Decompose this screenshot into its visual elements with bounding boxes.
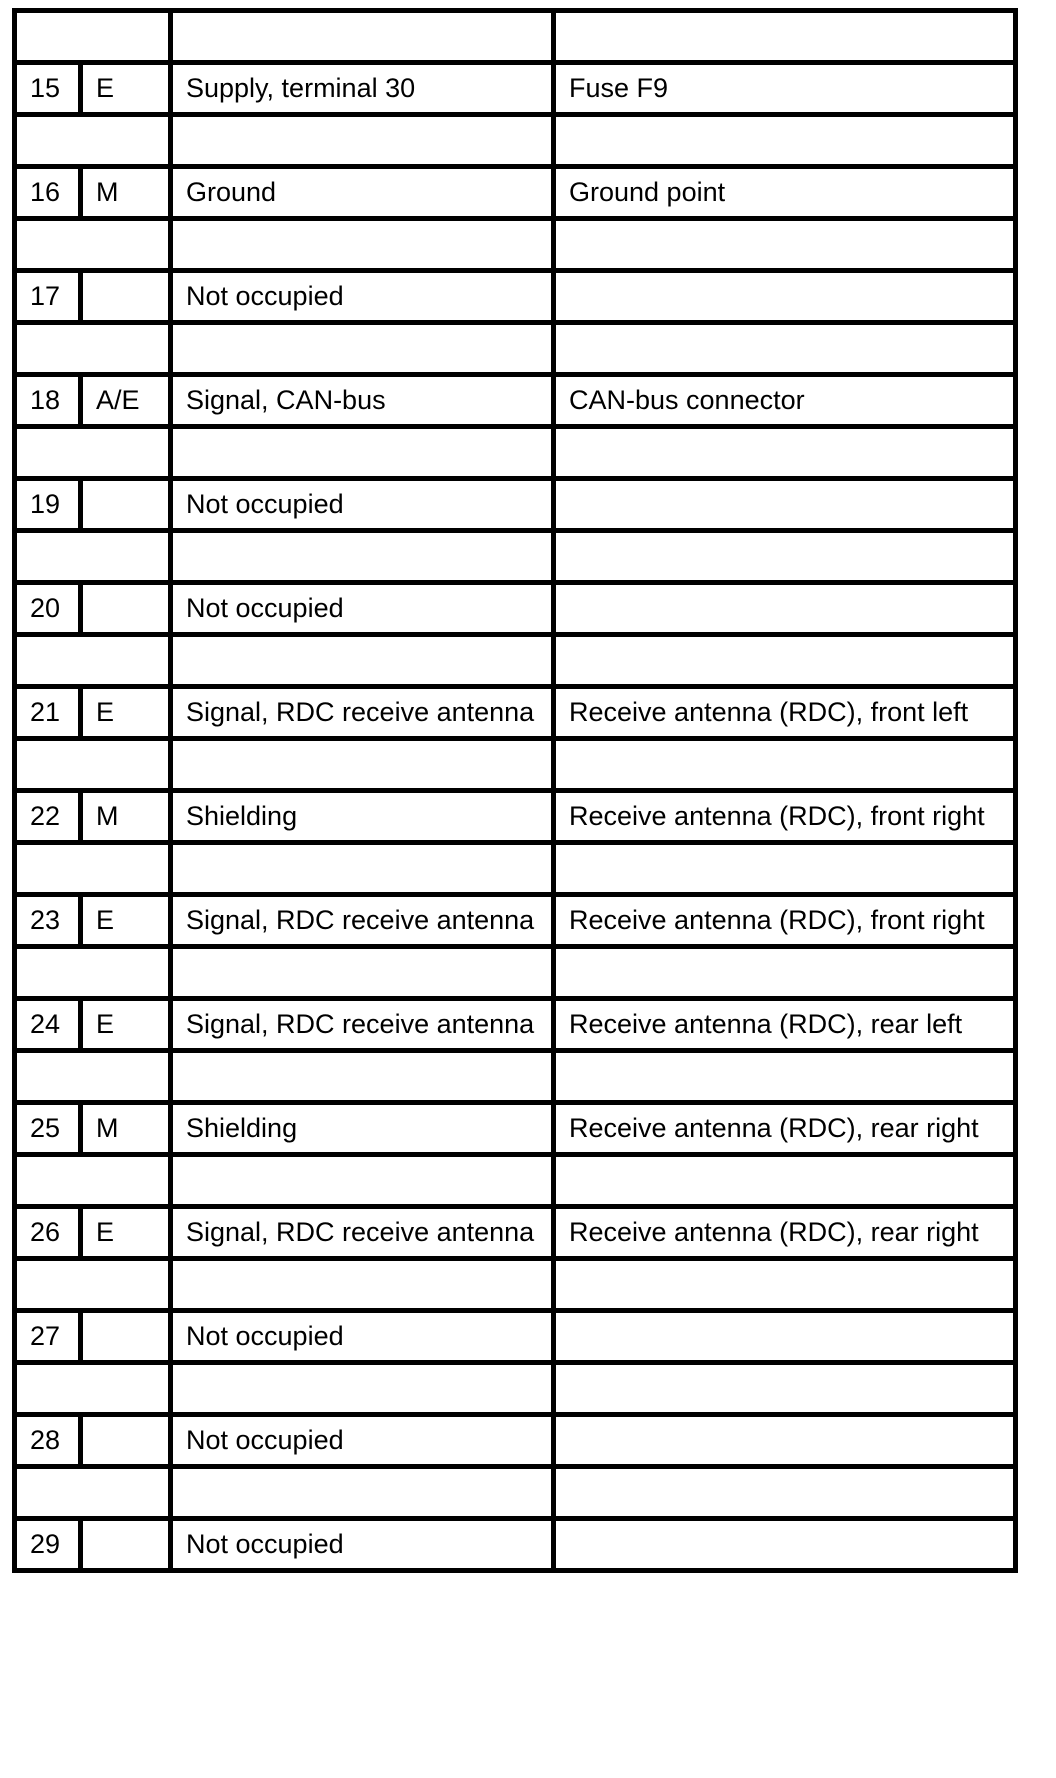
signal-cell: Not occupied: [171, 1519, 554, 1571]
spacer-cell: [15, 1259, 171, 1311]
signal-cell: Supply, terminal 30: [171, 63, 554, 115]
spacer-row: [15, 947, 1016, 999]
table-row: [15, 167, 1016, 219]
spacer-cell: [15, 843, 171, 895]
signal-cell: Not occupied: [171, 271, 554, 323]
pin-number-cell: 26: [15, 1207, 81, 1259]
spacer-cell: [554, 427, 1016, 479]
connection-cell: Ground point: [554, 167, 1016, 219]
spacer-cell: [171, 635, 554, 687]
table-row: [15, 687, 1016, 739]
spacer-cell: [15, 115, 171, 167]
connection-cell: Receive antenna (RDC), front right: [554, 791, 1016, 843]
signal-cell: Signal, RDC receive antenna: [171, 687, 554, 739]
spacer-cell: [554, 1051, 1016, 1103]
spacer-row: [15, 1051, 1016, 1103]
spacer-cell: [15, 427, 171, 479]
spacer-cell: [15, 1155, 171, 1207]
pin-number-cell: 28: [15, 1415, 81, 1467]
spacer-cell: [171, 843, 554, 895]
pin-type-cell: M: [81, 167, 171, 219]
connection-cell: [554, 1311, 1016, 1363]
spacer-cell: [554, 1259, 1016, 1311]
spacer-row: [15, 843, 1016, 895]
spacer-cell: [171, 1363, 554, 1415]
pin-type-cell: M: [81, 1103, 171, 1155]
table-row: [15, 1311, 1016, 1363]
signal-cell: Not occupied: [171, 583, 554, 635]
spacer-cell: [15, 947, 171, 999]
connection-cell: Receive antenna (RDC), front right: [554, 895, 1016, 947]
spacer-cell: [554, 635, 1016, 687]
spacer-row: [15, 427, 1016, 479]
table-row: [15, 1207, 1016, 1259]
pin-number-cell: 23: [15, 895, 81, 947]
connection-cell: Receive antenna (RDC), rear left: [554, 999, 1016, 1051]
pin-type-cell: E: [81, 999, 171, 1051]
spacer-cell: [554, 219, 1016, 271]
signal-cell: Not occupied: [171, 479, 554, 531]
connection-cell: [554, 1519, 1016, 1571]
pin-type-cell: [81, 1415, 171, 1467]
pin-type-cell: M: [81, 791, 171, 843]
spacer-cell: [15, 739, 171, 791]
signal-cell: Not occupied: [171, 1311, 554, 1363]
pin-type-cell: A/E: [81, 375, 171, 427]
table-row: [15, 1519, 1016, 1571]
pin-type-cell: E: [81, 687, 171, 739]
spacer-cell: [171, 1155, 554, 1207]
pin-type-cell: [81, 1519, 171, 1571]
spacer-cell: [554, 1363, 1016, 1415]
signal-cell: Shielding: [171, 791, 554, 843]
pin-number-cell: 25: [15, 1103, 81, 1155]
connection-cell: CAN-bus connector: [554, 375, 1016, 427]
pin-number-cell: 20: [15, 583, 81, 635]
spacer-cell: [554, 323, 1016, 375]
spacer-cell: [171, 1467, 554, 1519]
connection-cell: [554, 1415, 1016, 1467]
spacer-row: [15, 11, 1016, 63]
pin-number-cell: 16: [15, 167, 81, 219]
spacer-cell: [171, 1051, 554, 1103]
spacer-cell: [171, 947, 554, 999]
spacer-row: [15, 1467, 1016, 1519]
spacer-cell: [171, 427, 554, 479]
pin-number-cell: 22: [15, 791, 81, 843]
signal-cell: Signal, RDC receive antenna: [171, 1207, 554, 1259]
table-row: [15, 1415, 1016, 1467]
signal-cell: Not occupied: [171, 1415, 554, 1467]
table-row: [15, 583, 1016, 635]
spacer-cell: [15, 323, 171, 375]
connection-cell: Fuse F9: [554, 63, 1016, 115]
spacer-cell: [15, 1363, 171, 1415]
spacer-cell: [15, 219, 171, 271]
table-row: [15, 375, 1016, 427]
spacer-cell: [15, 1051, 171, 1103]
table-row: [15, 1103, 1016, 1155]
spacer-row: [15, 115, 1016, 167]
pin-type-cell: E: [81, 895, 171, 947]
spacer-cell: [171, 11, 554, 63]
table-row: [15, 271, 1016, 323]
signal-cell: Shielding: [171, 1103, 554, 1155]
pin-number-cell: 19: [15, 479, 81, 531]
spacer-cell: [554, 115, 1016, 167]
spacer-cell: [554, 739, 1016, 791]
spacer-cell: [15, 1467, 171, 1519]
connection-cell: Receive antenna (RDC), front left: [554, 687, 1016, 739]
connection-cell: Receive antenna (RDC), rear right: [554, 1103, 1016, 1155]
pin-number-cell: 18: [15, 375, 81, 427]
connection-cell: Receive antenna (RDC), rear right: [554, 1207, 1016, 1259]
spacer-cell: [554, 1467, 1016, 1519]
spacer-cell: [171, 115, 554, 167]
spacer-cell: [171, 219, 554, 271]
pin-number-cell: 21: [15, 687, 81, 739]
pin-number-cell: 15: [15, 63, 81, 115]
pin-type-cell: [81, 1311, 171, 1363]
pin-assignment-table: [12, 8, 1018, 1573]
spacer-cell: [554, 531, 1016, 583]
spacer-cell: [171, 531, 554, 583]
spacer-row: [15, 1259, 1016, 1311]
pin-type-cell: [81, 583, 171, 635]
spacer-cell: [15, 635, 171, 687]
spacer-cell: [554, 11, 1016, 63]
table-row: [15, 479, 1016, 531]
connection-cell: [554, 583, 1016, 635]
connection-cell: [554, 479, 1016, 531]
pin-number-cell: 24: [15, 999, 81, 1051]
spacer-row: [15, 531, 1016, 583]
pin-type-cell: [81, 479, 171, 531]
spacer-row: [15, 635, 1016, 687]
spacer-row: [15, 323, 1016, 375]
pin-type-cell: E: [81, 1207, 171, 1259]
spacer-cell: [15, 11, 171, 63]
spacer-cell: [554, 947, 1016, 999]
table-row: [15, 791, 1016, 843]
pin-type-cell: [81, 271, 171, 323]
signal-cell: Signal, RDC receive antenna: [171, 999, 554, 1051]
spacer-cell: [171, 739, 554, 791]
table-row: [15, 63, 1016, 115]
table-row: [15, 999, 1016, 1051]
spacer-row: [15, 1155, 1016, 1207]
spacer-row: [15, 219, 1016, 271]
table-row: [15, 895, 1016, 947]
signal-cell: Signal, RDC receive antenna: [171, 895, 554, 947]
pin-number-cell: 29: [15, 1519, 81, 1571]
spacer-cell: [171, 1259, 554, 1311]
spacer-row: [15, 739, 1016, 791]
signal-cell: Ground: [171, 167, 554, 219]
connection-cell: [554, 271, 1016, 323]
spacer-cell: [554, 1155, 1016, 1207]
pin-number-cell: 27: [15, 1311, 81, 1363]
spacer-cell: [171, 323, 554, 375]
pin-number-cell: 17: [15, 271, 81, 323]
signal-cell: Signal, CAN-bus: [171, 375, 554, 427]
spacer-row: [15, 1363, 1016, 1415]
pin-type-cell: E: [81, 63, 171, 115]
pin-table-body: [15, 11, 1016, 1571]
spacer-cell: [15, 531, 171, 583]
spacer-cell: [554, 843, 1016, 895]
